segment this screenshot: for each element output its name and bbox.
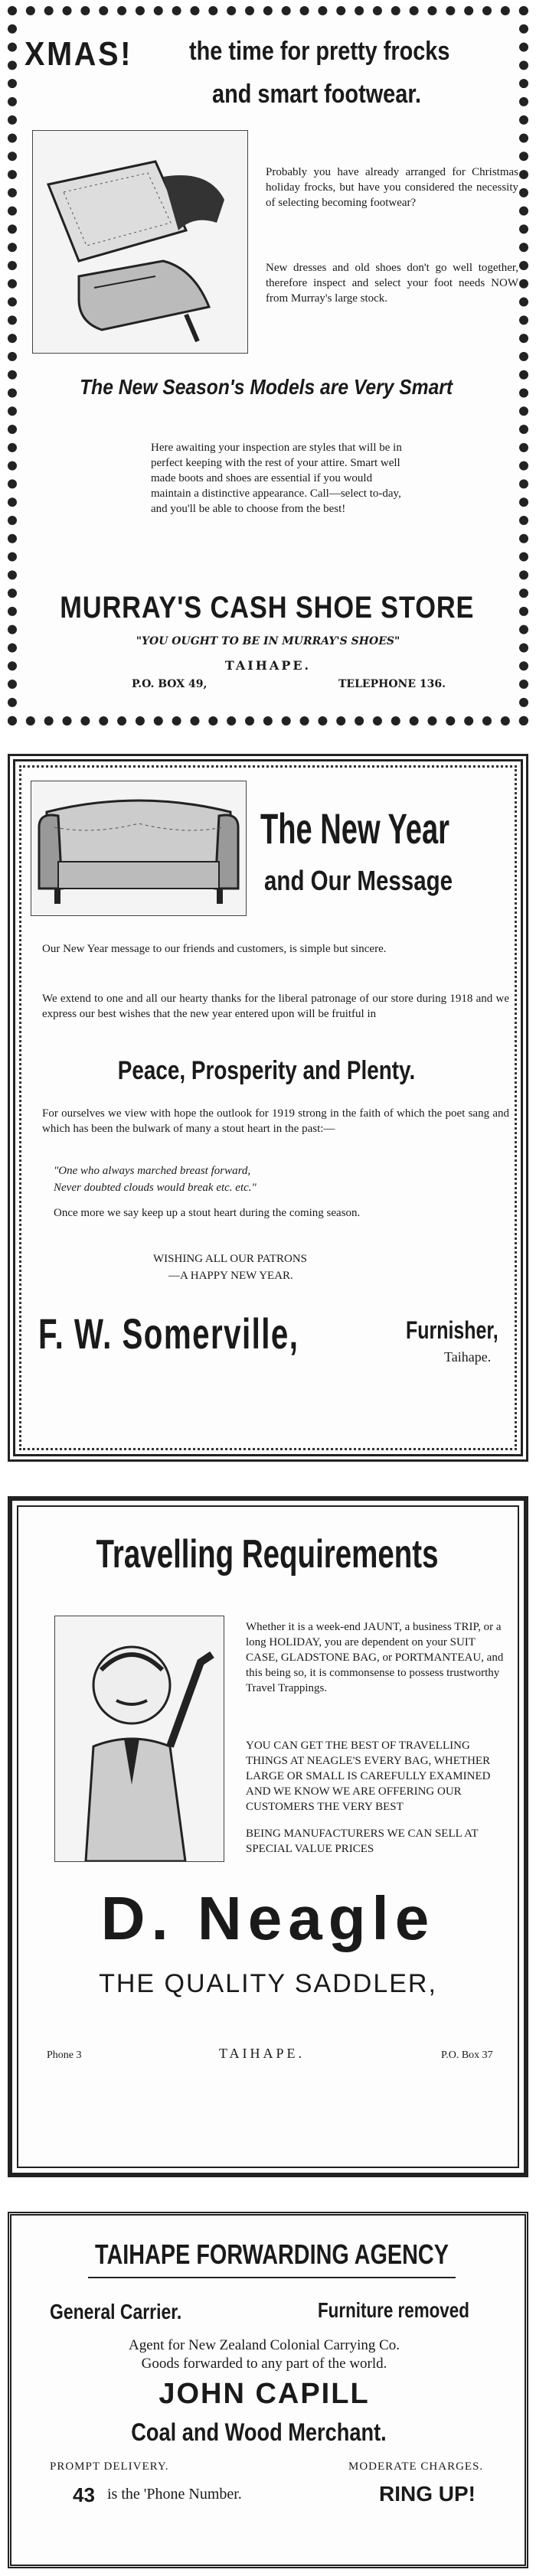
general-carrier: General Carrier. <box>50 2300 182 2323</box>
somerville-trade: Furnisher, <box>406 1316 498 1344</box>
man-portrait-icon <box>55 1616 224 1861</box>
agency-headline: TAIHAPE FORWARDING AGENCY <box>95 2239 449 2270</box>
store-po-box: P.O. BOX 49, <box>132 678 208 690</box>
somerville-furnisher-ad <box>8 754 528 1462</box>
new-year-headline: The New Year <box>260 804 449 853</box>
gentleman-illustration <box>54 1616 224 1862</box>
poem-line-2: Never doubted clouds would break etc. etc." <box>54 1182 257 1194</box>
neagle-phone: Phone 3 <box>47 2049 82 2061</box>
ad2-para-1: We extend to one and all our hearty thanks for the liberal patronage of our store during 1918 and we express our best wishes that the new year entered upon will be fruitful in <box>42 993 509 1020</box>
wishing-line-2: —A HAPPY NEW YEAR. <box>168 1270 293 1282</box>
peace-prosperity-plenty: Peace, Prosperity and Plenty. <box>117 1056 416 1085</box>
phone-text: is the 'Phone Number. <box>107 2486 242 2503</box>
ad1-subhead: The New Season's Models are Very Smart <box>80 375 453 399</box>
ad3-para-2: YOU CAN GET THE BEST OF TRAVELLING THINGS AT NEAGLE'S EVERY BAG, WHETHER LARGE OR SMALL IS CAREFULLY EXAMINED AND WE KNOW WE ARE OFFERING OUR CUSTOMERS THE VERY BEST <box>246 1740 491 1813</box>
neagle-saddler-ad <box>8 1496 528 2177</box>
xmas-headline-rest-1: the time for pretty frocks <box>189 37 450 66</box>
ad2-intro: Our New Year message to our friends and customers, is simple but sincere. <box>42 943 387 955</box>
store-name: MURRAY'S CASH SHOE STORE <box>60 591 475 624</box>
somerville-town: Taihape. <box>444 1349 492 1365</box>
ad1-para-2: New dresses and old shoes don't go well together, therefore inspect and select your foot needs NOW from Murray's large stock. <box>266 262 518 305</box>
phone-number: 43 <box>73 2483 95 2506</box>
furniture-removed: Furniture removed <box>318 2298 469 2322</box>
sofa-icon <box>31 781 246 915</box>
shoes-icon <box>33 131 247 353</box>
neagle-town: TAIHAPE. <box>219 2046 306 2061</box>
ad3-para-1: Whether it is a week-end JAUNT, a business TRIP, or a long HOLIDAY, you are dependent on your SUIT CASE, GLADSTONE BAG, or PORTMANTEAU, and this being so, it is commonsense to possess trustworthy Travel Trappings. <box>246 1621 504 1694</box>
ad2-para-3: Once more we say keep up a stout heart during the coming season. <box>54 1207 361 1219</box>
store-town: TAIHAPE. <box>224 658 312 673</box>
ring-up: RING UP! <box>379 2482 476 2506</box>
ad1-para-3: Here awaiting your inspection are styles that will be in perfect keeping with the rest of your attire. Smart well made boots and shoes are essential if you would maintain a distinctive appearance. Call—select to-day, and you'll be able to choose from the best! <box>151 442 402 515</box>
moderate-charges: MODERATE CHARGES. <box>348 2460 484 2473</box>
murray-shoe-store-ad <box>8 6 528 726</box>
headline-rule <box>88 2277 456 2278</box>
xmas-bang: ! <box>120 35 133 73</box>
sofa-illustration <box>31 781 247 916</box>
prompt-delivery: PROMPT DELIVERY. <box>50 2460 169 2473</box>
wishing-line-1: WISHING ALL OUR PATRONS <box>153 1253 307 1265</box>
xmas-word: XMAS <box>25 35 121 73</box>
agent-line-2: Goods forwarded to any part of the world. <box>141 2356 387 2372</box>
neagle-trade: THE QUALITY SADDLER, <box>99 1969 437 1998</box>
somerville-name: F. W. Somerville, <box>38 1309 299 1358</box>
poem-line-1: "One who always marched breast forward, <box>54 1165 251 1177</box>
travelling-headline: Travelling Requirements <box>96 1532 439 1577</box>
store-telephone: TELEPHONE 136. <box>338 678 446 690</box>
xmas-headline <box>25 35 132 73</box>
coal-wood-merchant: Coal and Wood Merchant. <box>131 2418 387 2446</box>
agent-line-1: Agent for New Zealand Colonial Carrying Co. <box>128 2337 400 2353</box>
forwarding-agency-ad <box>8 2212 528 2568</box>
xmas-headline-rest-2: and smart footwear. <box>212 80 422 109</box>
ad2-para-2: For ourselves we view with hope the outlook for 1919 strong in the faith of which the poet sang and which has been the bulwark of many a stout heart in the past:— <box>42 1107 509 1135</box>
shoes-illustration <box>32 130 248 354</box>
ad1-para-1: Probably you have already arranged for Christmas holiday frocks, but have you considered the necessity of selecting becoming footwear? <box>266 166 518 209</box>
neagle-po-box: P.O. Box 37 <box>441 2049 493 2061</box>
ad3-para-3: BEING MANUFACTURERS WE CAN SELL AT SPECIAL VALUE PRICES <box>246 1828 479 1855</box>
neagle-name: D. Neagle <box>100 1884 436 1952</box>
john-capill: JOHN CAPILL <box>159 2378 370 2410</box>
new-year-subheadline: and Our Message <box>264 865 453 896</box>
store-slogan: "YOU OUGHT TO BE IN MURRAY'S SHOES" <box>136 635 400 647</box>
